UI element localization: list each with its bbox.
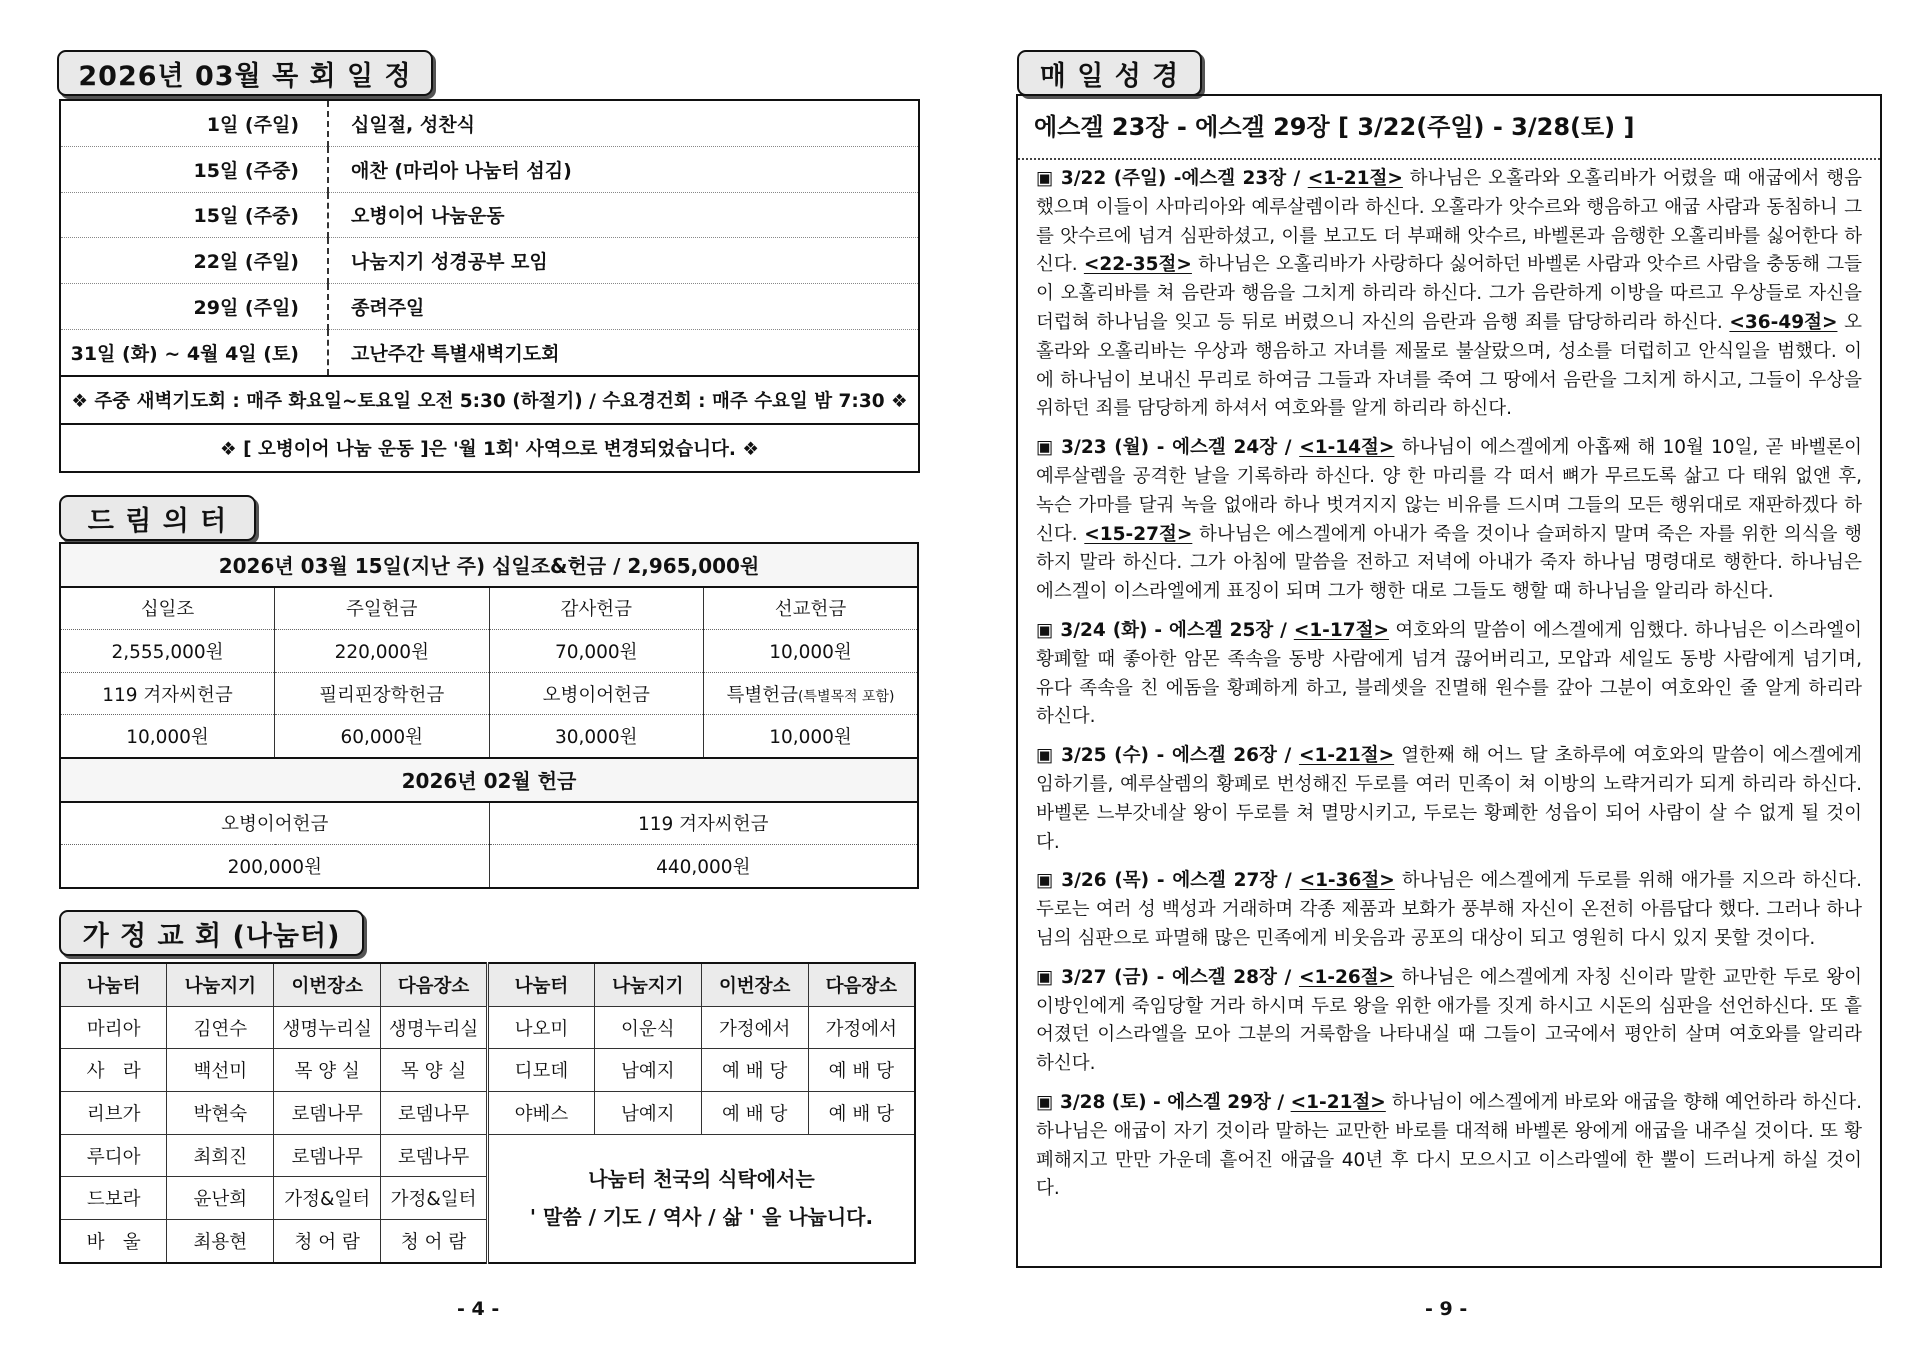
- schedule-row: [60, 329, 919, 375]
- bible-entry-head: ▣ 3/24 (화) - 에스겔 25장 /: [1036, 619, 1294, 641]
- schedule-event: 고난주간 특별새벽기도회: [328, 329, 919, 375]
- schedule-row: [60, 238, 919, 284]
- house-church-tab: 가 정 교 회 (나눔터): [59, 910, 364, 956]
- schedule-event: 애찬 (마리아 나눔터 섬김): [328, 146, 919, 192]
- bible-entry-ref: <36-49절>: [1729, 311, 1838, 333]
- house-cell: 가정에서: [701, 1006, 808, 1049]
- bible-entry-head: ▣ 3/26 (목) - 에스겔 27장 /: [1036, 870, 1300, 892]
- house-header: 이번장소: [701, 963, 808, 1006]
- schedule-date: 15일 (주중): [60, 192, 328, 238]
- house-cell: 예 배 당: [808, 1092, 915, 1135]
- offering-tab: 드 림 의 터: [59, 495, 256, 541]
- offering-label-note: (특별목적 포함): [797, 688, 895, 705]
- schedule-row: [60, 100, 919, 146]
- bible-entry: [1036, 165, 1862, 424]
- bible-entry-ref: <15-27절>: [1084, 523, 1193, 545]
- house-cell: 야베스: [488, 1092, 595, 1135]
- bible-entry-body: 열한째 해 어느 달 초하루에 여호와의 말씀이 에스겔에게 임하기를, 예루살렘의 황폐로 번성해진 두로를 여러 민족이 쳐 이방의 노략거리가 되게 하리라 하신다. 바벨론 느부갓네살 왕이 두로를 쳐 멸망시키고, 두로는 황폐한 성읍이 되어 사람이 살 수 없게 될 것이다.: [1036, 745, 1862, 853]
- offering-label: 119 겨자씨헌금: [489, 802, 918, 845]
- bible-entry-head: ▣ 3/25 (수) - 에스겔 26장 /: [1036, 745, 1299, 767]
- house-row: [60, 1049, 915, 1092]
- bible-entry-ref: <1-21절>: [1298, 745, 1395, 767]
- house-cell: 남예지: [594, 1092, 701, 1135]
- house-message-line: 나눔터 천국의 식탁에서는: [588, 1167, 815, 1192]
- offering-value: 70,000원: [489, 630, 704, 673]
- house-cell: 이운식: [594, 1006, 701, 1049]
- house-row: [60, 1006, 915, 1049]
- schedule-row: [60, 284, 919, 330]
- house-cell: 나오미: [488, 1006, 595, 1049]
- house-cell: 예 배 당: [701, 1049, 808, 1092]
- house-cell: 박현숙: [167, 1092, 274, 1135]
- bible-entry-ref: <22-35절>: [1083, 254, 1192, 276]
- house-cell: 로뎀나무: [381, 1134, 488, 1177]
- offering-label: 오병이어헌금: [60, 802, 489, 845]
- offering-label: 선교헌금: [704, 587, 919, 630]
- bible-entry: [1036, 964, 1862, 1079]
- bible-entry: [1036, 742, 1862, 857]
- house-cell: 가정에서: [808, 1006, 915, 1049]
- house-row: [60, 1092, 915, 1135]
- house-cell: 예 배 당: [701, 1092, 808, 1135]
- house-cell: 리브가: [60, 1092, 167, 1135]
- house-header: 나눔지기: [594, 963, 701, 1006]
- bible-entry-ref: <1-21절>: [1290, 1091, 1386, 1113]
- offering-label: 오병이어헌금: [489, 672, 704, 715]
- house-header: 나눔터: [60, 963, 167, 1006]
- bible-entry: [1036, 1089, 1862, 1204]
- bible-entry: [1036, 434, 1862, 607]
- schedule-event: 종려주일: [328, 284, 919, 330]
- offering-monthly-labels: [60, 802, 918, 845]
- house-cell: 청 어 람: [274, 1220, 381, 1263]
- offering-values-row: [60, 630, 918, 673]
- house-cell: 생명누리실: [381, 1006, 488, 1049]
- bible-entry-ref: <1-36절>: [1299, 870, 1395, 892]
- house-cell: 목 양 실: [274, 1049, 381, 1092]
- house-header-row: [60, 963, 915, 1006]
- bible-entry-ref: <1-21절>: [1307, 168, 1403, 189]
- schedule-date: 1일 (주일): [60, 100, 328, 146]
- offering-table: [59, 542, 919, 889]
- schedule-table: [59, 99, 920, 473]
- schedule-note-change: ❖ [ 오병이어 나눔 운동 ]은 '월 1회' 사역으로 변경되었습니다. ❖: [60, 424, 919, 472]
- bible-entry-body: 하나님은 오홀라와 오홀리바가 어렸을 때 애굽에서 행음했으며 이들이 사마리아와 예루살렘이라 하신다. 오홀라가 앗수르와 행음하고 애굽 사람과 동침하니 그를 앗수르에 넘겨 심판하셨고, 이를 보고도 더 부패해 앗수르, 바벨론과 음행한 오홀리바를 싫어한다 하신다.: [1036, 168, 1862, 276]
- offering-labels-row: [60, 672, 918, 715]
- offering-label: 119 겨자씨헌금: [60, 672, 275, 715]
- house-row: [60, 1134, 915, 1177]
- schedule-date: 29일 (주일): [60, 284, 328, 330]
- house-cell: 최희진: [167, 1134, 274, 1177]
- house-cell: 예 배 당: [808, 1049, 915, 1092]
- house-cell: 로뎀나무: [274, 1092, 381, 1135]
- schedule-event: 오병이어 나눔운동: [328, 192, 919, 238]
- house-cell: 청 어 람: [381, 1220, 488, 1263]
- house-cell: 윤난희: [167, 1177, 274, 1220]
- offering-monthly-values: [60, 845, 918, 888]
- house-header: 나눔터: [488, 963, 595, 1006]
- house-cell: 바 울: [60, 1220, 167, 1263]
- bible-entry-body: 하나님이 에스겔에게 아홉째 해 10월 10일, 곧 바벨론이 예루살렘을 공격한 날을 기록하라 하신다. 양 한 마리를 각 떠서 뼈가 무르도록 삶고 다 태워 없앤 후, 녹슨 가마를 달궈 녹을 없애라 하나 벗겨지지 않는 비유를 드시며 그들의 모든 행위대로 재판하겠다 하신다.: [1036, 437, 1862, 545]
- offering-value: 440,000원: [489, 845, 918, 888]
- house-cell: 목 양 실: [381, 1049, 488, 1092]
- house-cell: 김연수: [167, 1006, 274, 1049]
- bible-entry-body: 하나님은 에스겔에게 자칭 신이라 말한 교만한 두로 왕이 이방인에게 죽임당할 거라 하시며 두로 왕을 위한 애가를 짓게 하시고 시돈의 심판을 선언하신다. 또 흩어졌던 이스라엘을 모아 그분의 거룩함을 나타내실 때 그들이 고국에서 평안히 살며 여호와를 알리라 하신다.: [1036, 966, 1862, 1075]
- schedule-event: 나눔지기 성경공부 모임: [328, 238, 919, 284]
- house-cell: 드보라: [60, 1177, 167, 1220]
- house-cell: 로뎀나무: [274, 1134, 381, 1177]
- house-header: 나눔지기: [167, 963, 274, 1006]
- house-cell: 마리아: [60, 1006, 167, 1049]
- house-header: 다음장소: [808, 963, 915, 1006]
- house-cell: 가정&일터: [274, 1177, 381, 1220]
- bible-entry-head: ▣ 3/23 (월) - 에스겔 24장 /: [1036, 437, 1300, 459]
- schedule-row: [60, 192, 919, 238]
- schedule-tab: 2026년 03월 목 회 일 정: [57, 50, 433, 96]
- schedule-note-prayer: ❖ 주중 새벽기도회 : 매주 화요일~토요일 오전 5:30 (하절기) / 수요경건회 : 매주 수요일 밤 7:30 ❖: [60, 376, 919, 424]
- schedule-date: 31일 (화) ~ 4월 4일 (토): [60, 329, 328, 375]
- bible-entry-body: 오홀라와 오홀리바는 우상과 행음하고 자녀를 제물로 불살랐으며, 성소를 더럽히고 안식일을 범했다. 이에 하나님이 보내신 무리로 하여금 그들과 자녀를 죽여 그 땅에서 음란을 그치게 하시고, 그들이 우상을 위하던 죄를 담당하게 하셔서 여호와를 알게 하리라 하신다.: [1036, 311, 1862, 420]
- bible-entry-body: 하나님은 오홀리바가 사랑하다 싫어하던 바벨론 사람과 앗수르 사람을 충동해 그들이 오홀리바를 쳐 음란과 행음을 그치게 하리라 하신다. 그가 음란하게 이방을 따르고 우상들로 자신을 더럽혀 하나님을 잊고 등 뒤로 버렸으니 자신의 음란과 음행 죄를 담당하리라 하신다.: [1036, 254, 1862, 333]
- bible-entry-head: ▣ 3/22 (주일) -에스겔 23장 /: [1036, 168, 1308, 189]
- house-cell: 남예지: [594, 1049, 701, 1092]
- offering-value: 200,000원: [60, 845, 489, 888]
- offering-value: 10,000원: [704, 715, 919, 758]
- offering-label: 필리핀장학헌금: [275, 672, 490, 715]
- offering-value: 220,000원: [275, 630, 490, 673]
- page-number-left: - 4 -: [457, 1298, 500, 1320]
- house-cell: 백선미: [167, 1049, 274, 1092]
- bible-entry-head: ▣ 3/28 (토) - 에스겔 29장 /: [1036, 1091, 1291, 1113]
- schedule-date: 15일 (주중): [60, 146, 328, 192]
- schedule-row: [60, 146, 919, 192]
- house-header: 이번장소: [274, 963, 381, 1006]
- page-number-right: - 9 -: [1425, 1298, 1468, 1320]
- bible-entry-head: ▣ 3/27 (금) - 에스겔 28장 /: [1036, 966, 1299, 988]
- offering-value: 60,000원: [275, 715, 490, 758]
- offering-label: 십일조: [60, 587, 275, 630]
- bible-entry-body: 하나님은 에스겔에게 아내가 죽을 것이나 슬퍼하지 말며 죽은 자를 위한 의식을 행하지 말라 하신다. 그가 아침에 말씀을 전하고 저녁에 아내가 죽자 하나님 명령대로 행한다. 하나님은 에스겔이 이스라엘에게 표징이 되며 그가 행한 대로 그들도 행할 때 하나님을 알리라 하신다.: [1036, 523, 1862, 603]
- offering-value: 30,000원: [489, 715, 704, 758]
- house-cell: 가정&일터: [381, 1177, 488, 1220]
- offering-weekly-header: 2026년 03월 15일(지난 주) 십일조&헌금 / 2,965,000원: [60, 543, 918, 587]
- house-message-line: ' 말씀 / 기도 / 역사 / 삶 ' 을 나눕니다.: [529, 1205, 874, 1230]
- house-cell: 루디아: [60, 1134, 167, 1177]
- offering-label: 감사헌금: [489, 587, 704, 630]
- offering-label: 주일헌금: [275, 587, 490, 630]
- house-header: 다음장소: [381, 963, 488, 1006]
- offering-monthly-header: 2026년 02월 헌금: [60, 758, 918, 802]
- bible-entry-body: 하나님은 에스겔에게 두로를 위해 애가를 지으라 하신다. 두로는 여러 성 백성과 거래하며 각종 제품과 보화가 풍부해 자신이 온전히 아름답다 했다. 그러나 하나님의 심판으로 파멸해 많은 민족에게 비웃음과 공포의 대상이 되고 영원히 다시 있지 못할 것이다.: [1036, 870, 1862, 949]
- bible-entry: [1036, 867, 1862, 953]
- offering-value: 10,000원: [60, 715, 275, 758]
- house-cell: 사 라: [60, 1049, 167, 1092]
- offering-label-text: 특별헌금: [726, 684, 798, 706]
- schedule-date: 22일 (주일): [60, 238, 328, 284]
- house-cell: 최용현: [167, 1220, 274, 1263]
- offering-value: 10,000원: [704, 630, 919, 673]
- offering-values-row: [60, 715, 918, 758]
- bible-entry-body: 하나님이 에스겔에게 바로와 애굽을 향해 예언하라 하신다. 하나님은 애굽이 자기 것이라 말하는 교만한 바로를 대적해 바벨론 왕에게 애굽을 내주실 것이다. 또 황폐해지고 만만 가운데 흩어진 애굽을 40년 후 다시 모으시고 이스라엘에 한 뿔이 드러나게 하실 것이다.: [1036, 1091, 1863, 1200]
- bible-entry: [1036, 617, 1862, 732]
- bible-range-title: 에스겔 23장 - 에스겔 29장 [ 3/22(주일) - 3/28(토) ]: [1018, 96, 1880, 160]
- offering-labels-row: [60, 587, 918, 630]
- house-cell: 생명누리실: [274, 1006, 381, 1049]
- house-church-table: [59, 962, 916, 1264]
- offering-label: [704, 672, 919, 715]
- house-message: [488, 1134, 916, 1263]
- offering-value: 2,555,000원: [60, 630, 275, 673]
- bible-entry-body: 여호와의 말씀이 에스겔에게 임했다. 하나님은 이스라엘이 황폐할 때 좋아한 암몬 족속을 동방 사람에게 넘겨 끊어버리고, 모압과 세일도 동방 사람에게 넘기며, 유다 족속을 친 에돔을 황폐하게 하고, 블레셋을 진멸해 원수를 갚아 그분이 여호와인 줄 알게 하리라 하신다.: [1036, 619, 1862, 728]
- bible-tab: 매 일 성 경: [1017, 50, 1202, 96]
- daily-bible-box: [1016, 94, 1882, 1268]
- bible-entry-ref: <1-14절>: [1299, 437, 1395, 459]
- house-cell: 로뎀나무: [381, 1092, 488, 1135]
- bible-entry-ref: <1-26절>: [1298, 966, 1395, 988]
- schedule-event: 십일절, 성찬식: [328, 100, 919, 146]
- bible-entry-ref: <1-17절>: [1293, 619, 1389, 641]
- house-cell: 디모데: [488, 1049, 595, 1092]
